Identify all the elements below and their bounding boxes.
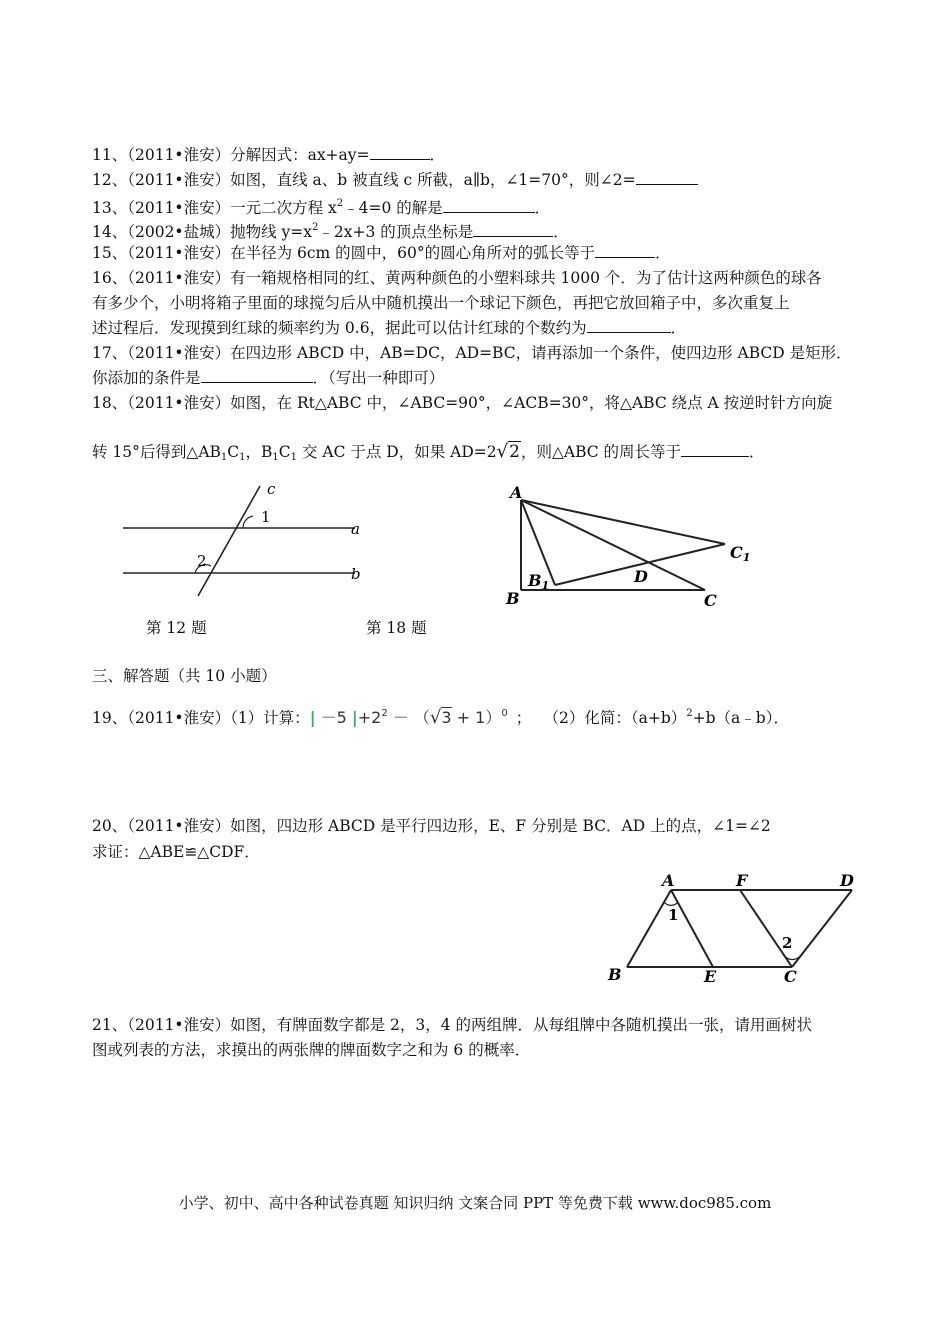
question-end: ．（写出一种即可）	[312, 369, 445, 387]
label-angle-2: 2	[782, 934, 793, 952]
page-footer: 小学、初中、高中各种试卷真题 知识归纳 文案合同 PPT 等免费下载 www.doc985.com	[178, 1194, 772, 1212]
question-end: ．	[429, 146, 446, 164]
question-17-line-2	[92, 368, 444, 388]
question-18	[92, 393, 832, 413]
angle-1-arc	[243, 516, 253, 528]
label-C: C	[784, 967, 797, 986]
line-c	[198, 486, 260, 596]
answer-blank	[443, 198, 535, 213]
sqrt-symbol: √	[496, 441, 509, 462]
question-text: 有多少个，小明将箱子里面的球搅匀后从中随机摸出一个球记下颜色，再把它放回箱子中，多次重复上	[92, 294, 790, 312]
question-number: 16、	[92, 269, 128, 287]
question-end: ．	[749, 443, 765, 461]
question-text: （2002•盐城）抛物线 y=x	[127, 223, 312, 241]
label-F: F	[736, 871, 748, 890]
question-16-line-2	[92, 293, 790, 313]
figure-12	[115, 478, 375, 608]
question-11	[92, 145, 445, 165]
question-text: （2011•淮安）在半径为 6cm 的圆中，60°的圆心角所对的弧长等于	[127, 244, 596, 262]
label-B: B	[608, 965, 622, 984]
exponent: 2	[312, 222, 319, 233]
subscript: 1	[239, 452, 246, 463]
question-end: ．	[655, 244, 671, 262]
exponent: 0	[501, 708, 508, 719]
question-14	[92, 218, 569, 242]
abs-value: －5	[320, 708, 347, 727]
figure-18	[500, 482, 770, 612]
label-angle-2: 2	[197, 552, 207, 570]
side-ac	[521, 500, 705, 590]
side-ab	[627, 890, 671, 967]
question-end: ．	[534, 199, 551, 217]
question-text: （2011•淮安）分解因式：ax+ay=	[127, 146, 370, 164]
question-13	[92, 194, 550, 218]
question-text: 述过程后．发现摸到红球的频率约为 0.6，据此可以估计红球的个数约为	[92, 319, 587, 337]
question-text: （2011•淮安）在四边形 ABCD 中，AB=DC，AD=BC，请再添加一个条件，使四边形 ABCD 是矩形．	[127, 344, 852, 362]
side-cd	[792, 890, 852, 967]
question-text: （2011•淮安）如图，有牌面数字都是 2，3，4 的两组牌．从每组牌中各随机摸出一张，请用画树状	[127, 1016, 813, 1034]
figure-20	[600, 870, 870, 988]
question-20	[92, 816, 771, 836]
answer-blank	[595, 243, 655, 258]
question-text: 你添加的条件是	[92, 369, 201, 387]
label-b: b	[351, 565, 361, 583]
separator: ；	[515, 709, 532, 727]
question-16	[92, 268, 822, 288]
figure-12-caption: 第 12 题	[146, 619, 207, 637]
sqrt-radicand: 2	[509, 442, 520, 462]
sqrt-symbol: √	[429, 707, 442, 728]
label-a: a	[351, 520, 360, 538]
exponent: 2	[336, 198, 344, 209]
label-E: E	[704, 967, 717, 986]
label-c: c	[267, 480, 276, 498]
segment-ae	[671, 890, 713, 967]
label-A: A	[510, 483, 523, 502]
label-A: A	[662, 871, 675, 890]
question-end: ．	[670, 319, 687, 337]
figure-18-caption: 第 18 题	[366, 619, 427, 637]
question-number: 14、	[92, 223, 128, 241]
answer-blank	[473, 222, 553, 237]
abs-bar: |	[351, 708, 358, 727]
formula-part: － （	[387, 708, 430, 727]
label-B1: B1	[528, 571, 550, 592]
question-text: （2011•淮安）如图，直线 a、b 被直线 c 所截，a∥b，∠1=70°，则∠2=	[127, 171, 636, 189]
question-17	[92, 343, 852, 363]
angle-1-arc	[664, 902, 678, 905]
question-text: （2011•淮安）如图，四边形 ABCD 是平行四边形，E、F 分别是 BC．AD 上的点，∠1=∠2	[127, 817, 771, 835]
question-text: 图或列表的方法，求摸出的两张牌的牌面数字之和为 6 的概率．	[92, 1041, 531, 1059]
label-C: C	[704, 591, 717, 610]
sqrt-radicand: 3	[441, 708, 452, 727]
question-12	[92, 170, 698, 190]
subscript: 1	[220, 452, 228, 463]
question-number: 11、	[92, 146, 128, 164]
exponent: 2	[686, 708, 693, 719]
question-text: 转 15°后得到△AB	[92, 443, 221, 461]
label-D: D	[634, 567, 648, 586]
question-number: 19、	[92, 709, 128, 727]
question-text: （2011•淮安）一元二次方程 x	[127, 199, 337, 217]
answer-blank	[370, 145, 430, 160]
label-B: B	[506, 589, 520, 608]
formula	[310, 708, 508, 727]
side-ac1	[521, 500, 725, 544]
question-end: ．	[553, 223, 569, 241]
formula-part: +2	[357, 708, 382, 727]
question-20-line-2	[92, 842, 260, 862]
label-angle-1: 1	[261, 508, 271, 526]
label-C1: C1	[730, 543, 751, 564]
answer-blank	[636, 170, 698, 185]
answer-blank	[681, 442, 749, 457]
question-text: 交 AC 于点 D，如果 AD=2	[297, 443, 497, 461]
question-part-2: （2）化简：（a+b）	[551, 709, 687, 727]
exponent: 2	[381, 708, 388, 719]
answer-blank	[587, 318, 671, 333]
subscript: 1	[272, 452, 279, 463]
question-21	[92, 1015, 812, 1035]
question-text: ，则△ABC 的周长等于	[520, 443, 682, 461]
question-15	[92, 243, 671, 263]
question-number: 15、	[92, 244, 128, 262]
question-number: 18、	[92, 394, 128, 412]
question-part-2-end: +b（a﹣b）．	[692, 709, 789, 727]
section-heading: 三、解答题（共 10 小题）	[92, 667, 277, 685]
question-text-2: ﹣2x+3 的顶点坐标是	[318, 223, 474, 241]
question-text: C	[278, 443, 291, 461]
question-text: （2011•淮安）如图，在 Rt△ABC 中，∠ABC=90°，∠ACB=30°，将△ABC 绕点 A 按逆时针方向旋	[127, 394, 833, 412]
question-number: 13、	[92, 199, 128, 217]
question-number: 20、	[92, 817, 128, 835]
question-text-2: ﹣4=0 的解是	[343, 199, 443, 217]
question-text: ，B	[245, 443, 273, 461]
question-21-line-2	[92, 1040, 530, 1060]
question-number: 17、	[92, 344, 128, 362]
question-text: C	[227, 443, 240, 461]
label-angle-1: 1	[668, 906, 679, 924]
question-19	[92, 704, 789, 728]
question-number: 12、	[92, 171, 128, 189]
question-18-line-2	[92, 442, 765, 468]
answer-blank	[201, 368, 313, 383]
label-D: D	[840, 871, 854, 890]
question-text: （2011•淮安）有一箱规格相同的红、黄两种颜色的小塑料球共 1000 个．为了估计这两种颜色的球各	[127, 269, 822, 287]
subscript: 1	[290, 452, 298, 463]
formula-part: + 1）	[451, 708, 502, 727]
question-number: 21、	[92, 1016, 128, 1034]
abs-bar: |	[309, 708, 316, 727]
question-text: （2011•淮安）（1）计算：	[127, 709, 310, 727]
question-text: 求证：△ABE≌△CDF．	[92, 843, 260, 861]
question-16-line-3	[92, 318, 686, 338]
